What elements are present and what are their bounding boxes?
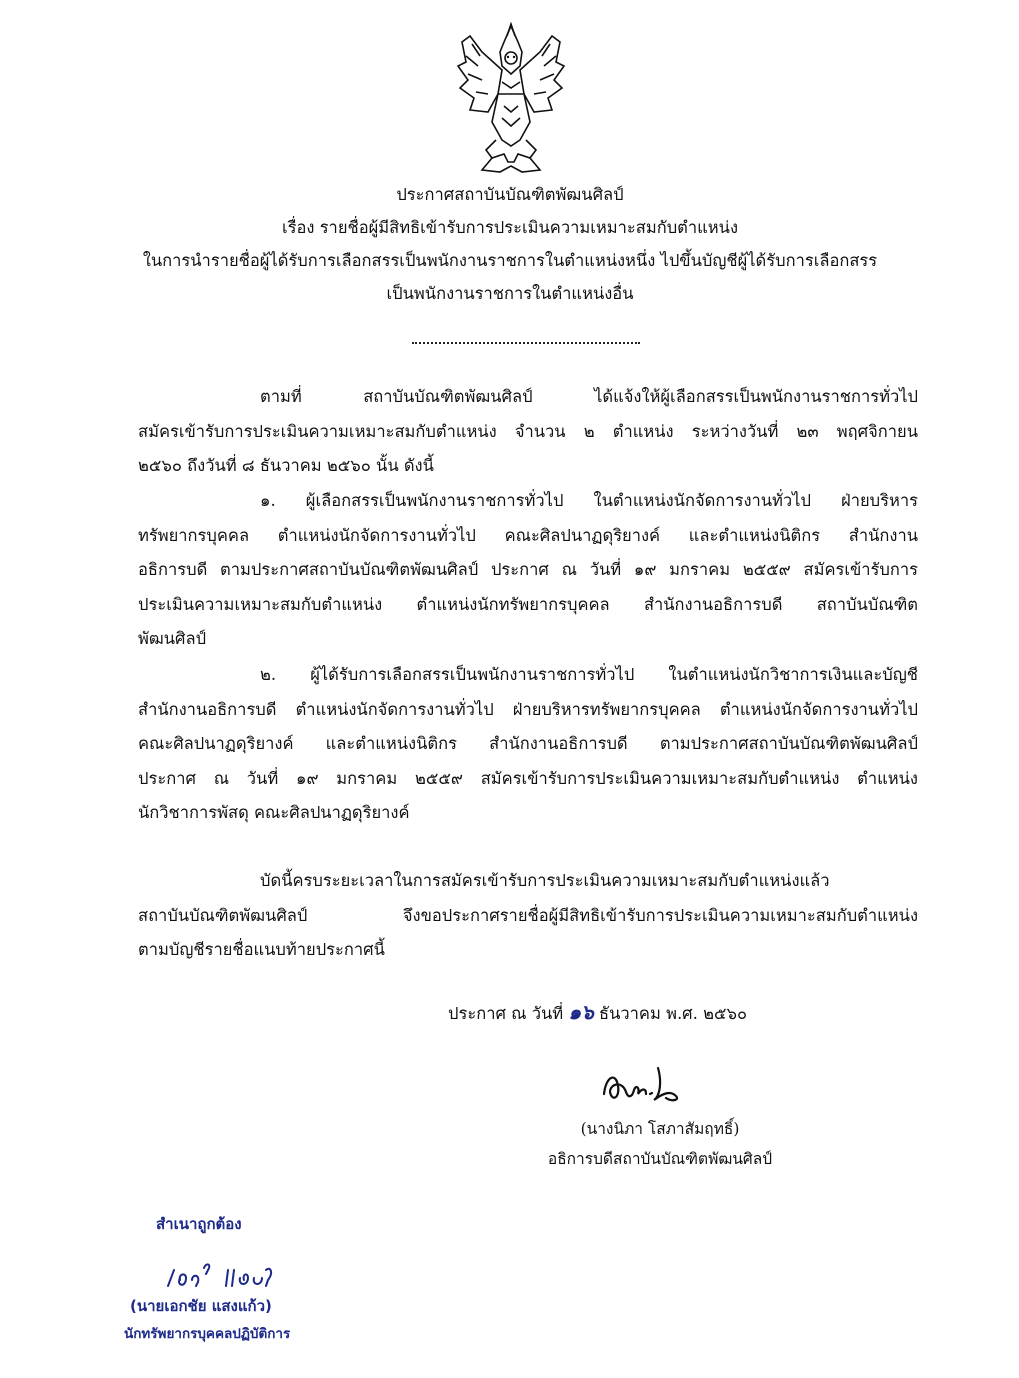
- header-subject-line3: เป็นพนักงานราชการในตำแหน่งอื่น: [386, 284, 634, 303]
- signer-name: (นางนิภา โสภาสัมฤทธิ์): [580, 1120, 740, 1138]
- paragraph-line: ประเมินความเหมาะสมกับตำแหน่ง ตำแหน่งนักทรัพยากรบุคคล สำนักงานอธิการบดี สถาบันบัณฑิต: [138, 594, 918, 614]
- paragraph-line: สำนักงานอธิการบดี ตำแหน่งนักจัดการงานทั่วไป ฝ่ายบริหารทรัพยากรบุคคล ตำแหน่งนักจัดการงานทั่วไป: [138, 699, 918, 719]
- certifier-title: นักทรัพยากรบุคคลปฏิบัติการ: [124, 1326, 291, 1342]
- paragraph-line: ๑. ผู้เลือกสรรเป็นพนักงานราชการทั่วไป ในตำแหน่งนักจัดการงานทั่วไป ฝ่ายบริหาร: [260, 491, 918, 510]
- paragraph-intro: [138, 380, 918, 484]
- paragraph-line: ประกาศ ณ วันที่ ๑๙ มกราคม ๒๕๕๙ สมัครเข้ารับการประเมินความเหมาะสมกับตำแหน่ง ตำแหน่ง: [138, 768, 918, 788]
- paragraph-conclusion: [138, 864, 918, 968]
- header-subject: เรื่อง รายชื่อผู้มีสิทธิเข้ารับการประเมินความเหมาะสมกับตำแหน่ง: [281, 218, 738, 237]
- paragraph-line: สถาบันบัณฑิตพัฒนศิลป์ จึงขอประกาศรายชื่อผู้มีสิทธิเข้ารับการประเมินความเหมาะสมกับตำแหน่ง: [138, 905, 918, 925]
- announcement-header: [60, 178, 960, 310]
- paragraph-line: ทรัพยากรบุคคล ตำแหน่งนักจัดการงานทั่วไป คณะศิลปนาฏดุริยางค์ และตำแหน่งนิติกร สำนักงาน: [138, 525, 918, 545]
- header-subject-line2: ในการนำรายชื่อผู้ได้รับการเลือกสรรเป็นพนักงานราชการในตำแหน่งหนึ่ง ไปขึ้นบัญชีผู้ได้รับการเลือกสรร: [142, 251, 878, 270]
- paragraph-line: สมัครเข้ารับการประเมินความเหมาะสมกับตำแหน่ง จำนวน ๒ ตำแหน่ง ระหว่างวันที่ ๒๓ พฤศจิกายน: [138, 421, 918, 441]
- paragraph-line: บัดนี้ครบระยะเวลาในการสมัครเข้ารับการประเมินความเหมาะสมกับตำแหน่งแล้ว: [260, 871, 830, 890]
- announcement-date: [448, 996, 747, 1028]
- certifier-name: (นายเอกชัย แสงแก้ว): [130, 1297, 272, 1315]
- signature-director: [596, 1062, 696, 1108]
- dotted-divider: [412, 342, 640, 344]
- signer-block: [540, 1114, 780, 1174]
- paragraph-line: อธิการบดี ตามประกาศสถาบันบัณฑิตพัฒนศิลป์ ประกาศ ณ วันที่ ๑๙ มกราคม ๒๕๕๙ สมัครเข้ารับการ: [138, 560, 918, 579]
- paragraph-line: พัฒนศิลป์: [138, 629, 207, 648]
- garuda-emblem-icon: [452, 22, 570, 178]
- paragraph-line: ตามบัญชีรายชื่อแนบท้ายประกาศนี้: [138, 940, 385, 959]
- paragraph-line: คณะศิลปนาฏดุริยางค์ และตำแหน่งนิติกร สำนักงานอธิการบดี ตามประกาศสถาบันบัณฑิตพัฒนศิลป์: [138, 734, 918, 753]
- paragraph-line: ๒๕๖๐ ถึงวันที่ ๘ ธันวาคม ๒๕๖๐ นั้น ดังนี้: [138, 456, 434, 475]
- paragraph-line: ตามที่ สถาบันบัณฑิตพัฒนศิลป์ ได้แจ้งให้ผู้เลือกสรรเป็นพนักงานราชการทั่วไป: [260, 387, 918, 406]
- date-suffix: ธันวาคม พ.ศ. ๒๕๖๐: [593, 1004, 748, 1023]
- paragraph-line: ๒. ผู้ได้รับการเลือกสรรเป็นพนักงานราชการทั่วไป ในตำแหน่งนักวิชาการเงินและบัญชี: [260, 665, 918, 684]
- certified-copy-label: สำเนาถูกต้อง: [156, 1215, 242, 1233]
- paragraph-item-2: [138, 658, 918, 831]
- date-day-handwritten: ๑๖: [568, 1000, 594, 1024]
- signer-title: อธิการบดีสถาบันบัณฑิตพัฒนศิลป์: [547, 1150, 773, 1168]
- paragraph-line: นักวิชาการพัสดุ คณะศิลปนาฏดุริยางค์: [138, 803, 410, 822]
- signature-certifier: [162, 1256, 282, 1296]
- paragraph-item-1: [138, 484, 918, 657]
- header-title: ประกาศสถาบันบัณฑิตพัฒนศิลป์: [396, 185, 624, 204]
- date-prefix: ประกาศ ณ วันที่: [448, 1004, 569, 1023]
